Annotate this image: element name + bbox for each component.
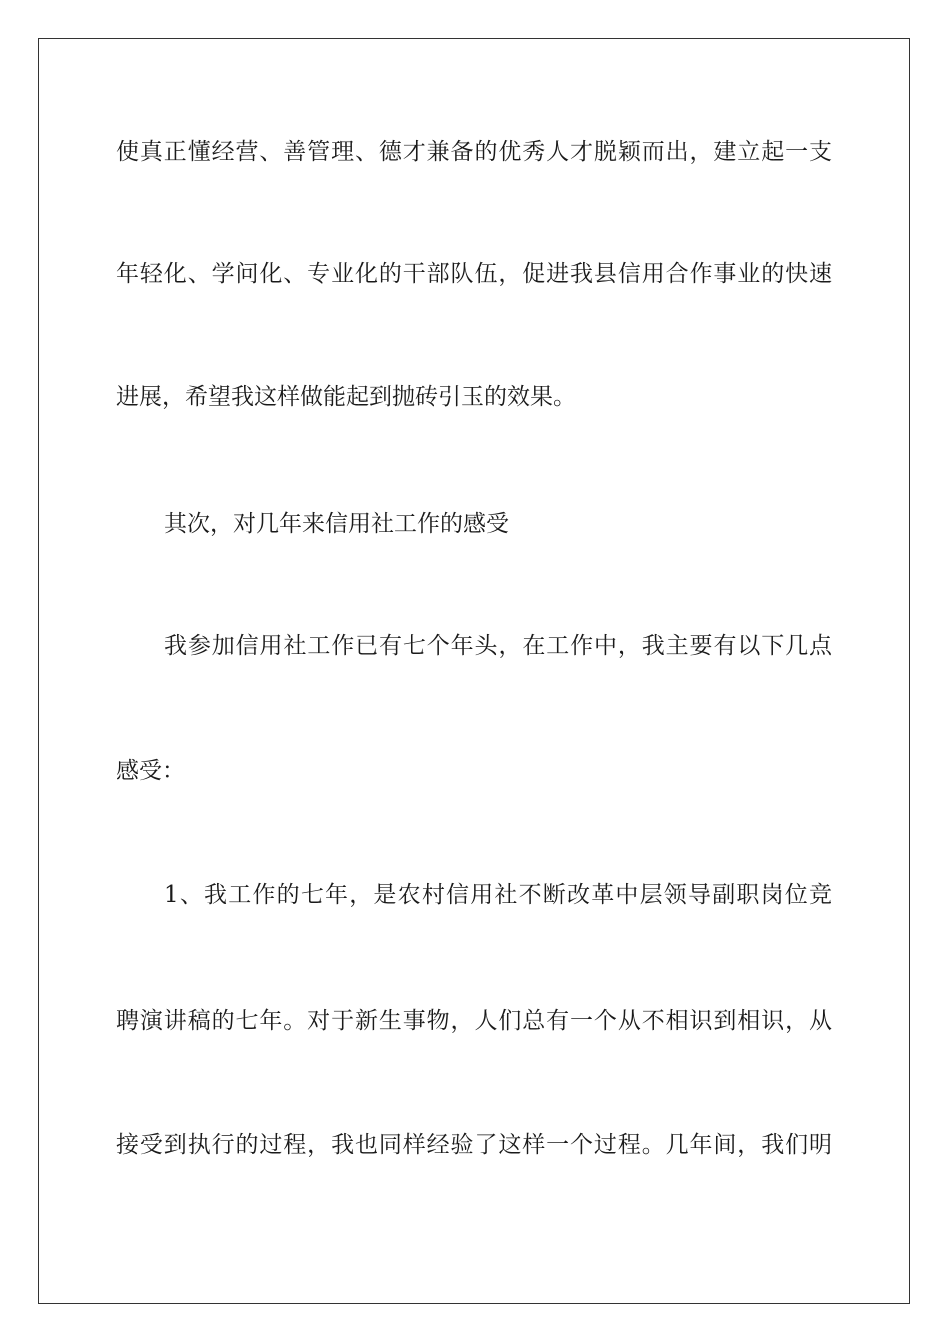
paragraph-line: 聘演讲稿的七年。对于新生事物，人们总有一个从不相识到相识，从 (116, 1008, 832, 1034)
paragraph-line: 使真正懂经营、善管理、德才兼备的优秀人才脱颖而出，建立起一支 (116, 139, 832, 165)
section-heading: 其次，对几年来信用社工作的感受 (164, 511, 509, 537)
paragraph-line: 进展，希望我这样做能起到抛砖引玉的效果。 (116, 384, 576, 410)
list-item-line: 1、我工作的七年，是农村信用社不断改革中层领导副职岗位竞 (164, 882, 832, 908)
paragraph-line: 接受到执行的过程，我也同样经验了这样一个过程。几年间，我们明 (116, 1132, 832, 1158)
page-border (38, 38, 910, 1304)
paragraph-line: 年轻化、学问化、专业化的干部队伍，促进我县信用合作事业的快速 (116, 261, 832, 287)
paragraph-line: 感受： (116, 758, 185, 784)
paragraph-line: 我参加信用社工作已有七个年头，在工作中，我主要有以下几点 (164, 633, 832, 659)
